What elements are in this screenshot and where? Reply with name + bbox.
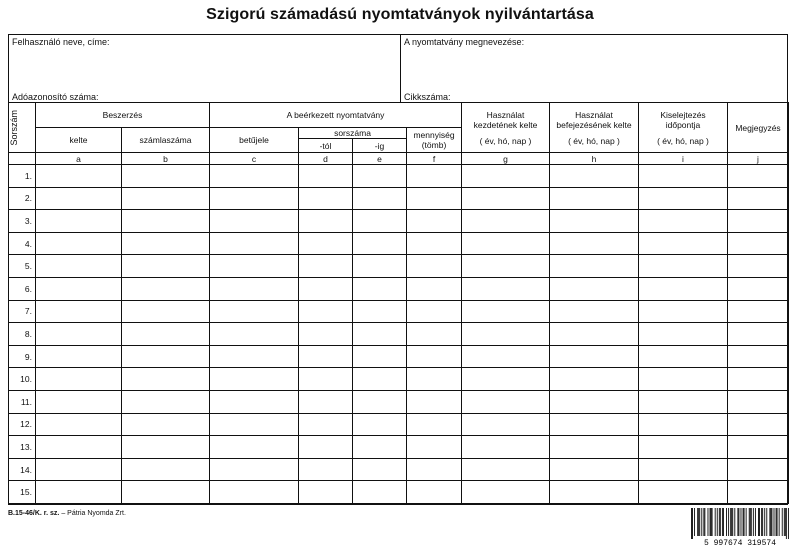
barcode-bar [703,508,704,536]
barcode-bar [743,508,744,536]
barcode-bar [692,508,693,539]
barcode-bar [726,508,727,536]
entry-cell[interactable] [407,368,462,391]
entry-cell[interactable] [36,277,122,300]
entry-cell[interactable] [122,277,210,300]
barcode-bar [755,508,756,536]
barcode-bar [759,508,760,536]
table-row [9,277,789,300]
entry-cell[interactable] [210,232,299,255]
col-header-kelte: kelte [36,128,122,153]
barcode-bar [782,508,783,536]
barcode-bar [704,508,705,536]
entry-cell[interactable] [122,481,210,504]
row-number: 7. [9,300,36,323]
entry-cell[interactable] [353,165,407,188]
entry-cell[interactable] [36,232,122,255]
entry-cell[interactable] [122,345,210,368]
barcode-bar [741,508,742,536]
letter-cell [9,153,36,165]
entry-cell[interactable] [353,413,407,436]
entry-cell[interactable] [210,345,299,368]
row-number: 11. [9,390,36,413]
row-number: 4. [9,232,36,255]
entry-cell[interactable] [728,232,789,255]
table-row [9,300,789,323]
entry-cell[interactable] [550,413,639,436]
entry-cell[interactable] [462,436,550,459]
letter-cell: a [36,153,122,165]
entry-cell[interactable] [728,210,789,233]
barcode-bars [691,508,789,539]
entry-cell[interactable] [550,165,639,188]
entry-cell[interactable] [36,436,122,459]
row-number: 12. [9,413,36,436]
barcode-bar [776,508,777,536]
barcode-bar [758,508,759,536]
col-header-usage-start: Használat kezdetének kelte ( év, hó, nap ) [462,103,550,153]
entry-cell[interactable] [36,413,122,436]
entry-cell[interactable] [407,345,462,368]
entry-cell[interactable] [353,390,407,413]
register-table [8,102,789,504]
entry-cell[interactable] [407,277,462,300]
col-header-usage-end: Használat befejezésének kelte ( év, hó, nap ) [550,103,639,153]
entry-cell[interactable] [299,413,353,436]
entry-cell[interactable] [299,187,353,210]
entry-cell[interactable] [353,187,407,210]
barcode-bar [734,508,735,536]
col-header-beerkezett: A beérkezett nyomtatvány [210,103,462,128]
entry-cell[interactable] [299,458,353,481]
footer [8,510,126,517]
barcode-bar [769,508,770,536]
letter-row [9,153,789,165]
entry-cell[interactable] [122,255,210,278]
entry-cell[interactable] [639,368,728,391]
entry-cell[interactable] [407,458,462,481]
row-number: 14. [9,458,36,481]
barcode-bar [719,508,720,536]
entry-cell[interactable] [550,300,639,323]
barcode-bar [744,508,745,536]
entry-cell[interactable] [462,187,550,210]
row-number: 9. [9,345,36,368]
barcode-bar [751,508,752,536]
entry-cell[interactable] [639,345,728,368]
col-header-ig: -ig [353,139,407,153]
barcode-bar [779,508,780,536]
barcode-bar [786,508,787,539]
entry-cell[interactable] [210,481,299,504]
entry-cell[interactable] [210,165,299,188]
top-divider [400,34,401,103]
entry-cell[interactable] [407,300,462,323]
barcode-bar [770,508,771,536]
entry-cell[interactable] [210,390,299,413]
entry-cell[interactable] [639,413,728,436]
entry-cell[interactable] [210,368,299,391]
barcode-bar [691,508,692,539]
entry-cell[interactable] [407,390,462,413]
barcode-bar [771,508,772,536]
entry-cell[interactable] [36,458,122,481]
entry-cell[interactable] [353,481,407,504]
entry-cell[interactable] [36,323,122,346]
row-number: 1. [9,165,36,188]
barcode-bar [720,508,721,536]
entry-cell[interactable] [639,255,728,278]
col-header-sorszama: sorszáma [299,128,407,139]
form-code: B.15-46/K. r. sz. [8,510,60,517]
barcode-bar [766,508,767,536]
barcode-bar [710,508,711,536]
barcode-bar [761,508,762,536]
barcode-bar [712,508,713,536]
barcode-bar [753,508,754,536]
table-row [9,187,789,210]
entry-cell[interactable] [122,300,210,323]
entry-cell[interactable] [407,436,462,459]
col-header-szamlaszama: számlaszáma [122,128,210,153]
table-row [9,481,789,504]
entry-cell[interactable] [210,187,299,210]
entry-cell[interactable] [550,390,639,413]
entry-cell[interactable] [36,390,122,413]
entry-cell[interactable] [353,277,407,300]
barcode-bar [731,508,732,536]
entry-cell[interactable] [550,481,639,504]
entry-cell[interactable] [462,368,550,391]
entry-cell[interactable] [639,210,728,233]
entry-cell[interactable] [407,255,462,278]
entry-cell[interactable] [36,165,122,188]
entry-cell[interactable] [353,255,407,278]
entry-cell[interactable] [639,323,728,346]
barcode-bar [701,508,702,536]
entry-cell[interactable] [353,210,407,233]
row-number: 6. [9,277,36,300]
user-name-address-label: Felhasználó neve, címe: [12,37,110,47]
publisher: – Pátria Nyomda Zrt. [61,510,126,517]
row-number: 8. [9,323,36,346]
entry-cell[interactable] [462,300,550,323]
entry-cell[interactable] [462,255,550,278]
table-row [9,323,789,346]
entry-cell[interactable] [462,277,550,300]
table-row [9,458,789,481]
entry-cell[interactable] [36,187,122,210]
col-header-mennyiseg: mennyiség (tömb) [407,128,462,153]
entry-cell[interactable] [299,323,353,346]
barcode-bar [699,508,700,536]
entry-cell[interactable] [728,300,789,323]
entry-cell[interactable] [728,323,789,346]
row-number: 15. [9,481,36,504]
entry-cell[interactable] [299,232,353,255]
entry-cell[interactable] [353,345,407,368]
entry-cell[interactable] [550,232,639,255]
col-header-sorszam: Sorszám [9,103,36,153]
entry-cell[interactable] [299,390,353,413]
entry-cell[interactable] [462,390,550,413]
entry-cell[interactable] [407,413,462,436]
row-number: 2. [9,187,36,210]
entry-cell[interactable] [462,345,550,368]
barcode-bar [746,508,747,536]
entry-cell[interactable] [299,210,353,233]
entry-cell[interactable] [550,368,639,391]
entry-cell[interactable] [299,300,353,323]
barcode-bar [788,508,789,539]
entry-cell[interactable] [36,300,122,323]
entry-cell[interactable] [299,368,353,391]
entry-cell[interactable] [550,277,639,300]
letter-cell: e [353,153,407,165]
table-row [9,345,789,368]
barcode-bar [784,508,785,536]
entry-cell[interactable] [299,255,353,278]
entry-cell[interactable] [462,481,550,504]
entry-cell[interactable] [210,413,299,436]
entry-cell[interactable] [210,323,299,346]
entry-cell[interactable] [36,345,122,368]
col-header-beszerzes: Beszerzés [36,103,210,128]
entry-cell[interactable] [462,165,550,188]
entry-cell[interactable] [353,458,407,481]
entry-cell[interactable] [122,413,210,436]
entry-cell[interactable] [728,436,789,459]
row-number: 13. [9,436,36,459]
barcode-bar [738,508,739,536]
barcode-bar [723,508,724,536]
page-title: Szigorú számadású nyomtatványok nyilvántartása [206,6,594,23]
barcode-bar [711,508,712,536]
col-header-megjegyzes: Megjegyzés [728,103,789,153]
entry-cell[interactable] [353,436,407,459]
entry-cell[interactable] [728,345,789,368]
entry-cell[interactable] [639,165,728,188]
entry-cell[interactable] [550,345,639,368]
letter-cell: j [728,153,789,165]
col-header-betujele: betűjele [210,128,299,153]
entry-cell[interactable] [210,458,299,481]
entry-cell[interactable] [462,413,550,436]
entry-cell[interactable] [122,458,210,481]
entry-cell[interactable] [122,390,210,413]
table-row [9,436,789,459]
entry-cell[interactable] [299,165,353,188]
entry-cell[interactable] [353,300,407,323]
letter-cell: f [407,153,462,165]
entry-cell[interactable] [550,255,639,278]
entry-cell[interactable] [550,323,639,346]
barcode-bar [737,508,738,536]
barcode-bar [749,508,750,536]
entry-cell[interactable] [122,368,210,391]
barcode-bar [698,508,699,536]
entry-cell[interactable] [353,323,407,346]
barcode-bar [785,508,786,536]
table-row [9,210,789,233]
entry-cell[interactable] [728,165,789,188]
entry-cell[interactable] [550,187,639,210]
entry-cell[interactable] [122,323,210,346]
entry-cell[interactable] [299,277,353,300]
table-row [9,413,789,436]
barcode-number: 5 997674 319574 [703,539,777,546]
letter-cell: b [122,153,210,165]
entry-cell[interactable] [353,368,407,391]
entry-cell[interactable] [407,481,462,504]
entry-cell[interactable] [639,277,728,300]
entry-cell[interactable] [728,187,789,210]
entry-cell[interactable] [299,481,353,504]
barcode-bar [694,508,695,536]
entry-cell[interactable] [36,255,122,278]
barcode-bar [762,508,763,536]
table-row [9,255,789,278]
barcode-bar [730,508,731,536]
entry-cell[interactable] [210,210,299,233]
letter-cell: c [210,153,299,165]
entry-cell[interactable] [728,390,789,413]
entry-cell[interactable] [299,345,353,368]
barcode-bar [728,508,729,536]
letter-cell: g [462,153,550,165]
entry-cell[interactable] [210,436,299,459]
entry-cell[interactable] [728,255,789,278]
entry-cell[interactable] [639,187,728,210]
entry-cell[interactable] [639,436,728,459]
barcode-bar [774,508,775,536]
item-number-label: Cikkszáma: [404,92,451,102]
entry-cell[interactable] [728,413,789,436]
barcode-bar [750,508,751,536]
entry-cell[interactable] [407,187,462,210]
entry-cell[interactable] [462,210,550,233]
entry-cell[interactable] [36,210,122,233]
barcode-bar [697,508,698,536]
barcode-bar [722,508,723,536]
table-row [9,390,789,413]
entry-cell[interactable] [210,255,299,278]
entry-cell[interactable] [407,210,462,233]
barcode-bar [732,508,733,536]
entry-cell[interactable] [407,165,462,188]
tax-id-label: Adóazonosító száma: [12,92,99,102]
row-number: 10. [9,368,36,391]
entry-cell[interactable] [122,210,210,233]
entry-cell[interactable] [122,436,210,459]
entry-cell[interactable] [728,277,789,300]
barcode-bar [764,508,765,536]
barcode [690,508,790,546]
entry-cell[interactable] [462,458,550,481]
form-name-label: A nyomtatvány megnevezése: [404,37,525,47]
entry-cell[interactable] [122,232,210,255]
table-row [9,368,789,391]
entry-cell[interactable] [299,436,353,459]
entry-cell[interactable] [407,232,462,255]
entry-cell[interactable] [639,458,728,481]
entry-cell[interactable] [728,458,789,481]
entry-cell[interactable] [210,277,299,300]
row-number: 3. [9,210,36,233]
entry-cell[interactable] [639,232,728,255]
entry-cell[interactable] [210,300,299,323]
col-header-tol: -tól [299,139,353,153]
entry-cell[interactable] [639,390,728,413]
barcode-bar [717,508,718,536]
entry-cell[interactable] [36,481,122,504]
entry-cell[interactable] [639,300,728,323]
entry-cell[interactable] [462,232,550,255]
entry-cell[interactable] [462,323,550,346]
entry-cell[interactable] [550,436,639,459]
barcode-bar [777,508,778,536]
table-row [9,232,789,255]
letter-cell: i [639,153,728,165]
col-header-disposal: Kiselejtezés időpontja ( év, hó, nap ) [639,103,728,153]
entry-cell[interactable] [728,481,789,504]
entry-cell[interactable] [407,323,462,346]
entry-cell[interactable] [122,187,210,210]
barcode-bar [715,508,716,536]
entry-cell[interactable] [122,165,210,188]
entry-cell[interactable] [550,210,639,233]
entry-cell[interactable] [353,232,407,255]
entry-cell[interactable] [36,368,122,391]
entry-cell[interactable] [550,458,639,481]
barcode-bar [708,508,709,536]
row-number: 5. [9,255,36,278]
table-row [9,165,789,188]
entry-cell[interactable] [639,481,728,504]
letter-cell: d [299,153,353,165]
entry-cell[interactable] [728,368,789,391]
letter-cell: h [550,153,639,165]
